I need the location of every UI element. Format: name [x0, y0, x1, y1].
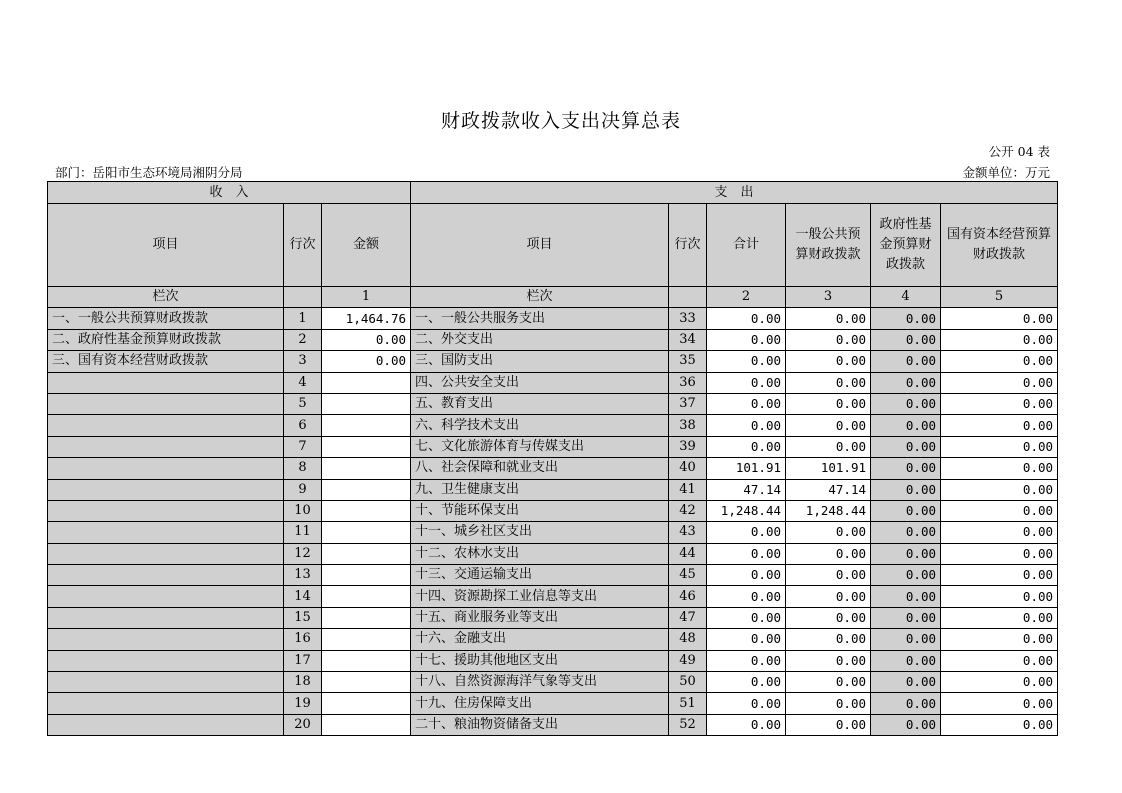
income-amount-cell: [322, 672, 411, 693]
amount-unit-label: 金额单位：万元: [962, 165, 1050, 180]
gov-fund-cell: 0.00: [871, 543, 941, 564]
income-line-cell: 1: [284, 308, 322, 329]
income-item-cell: [48, 458, 284, 479]
total-cell: 0.00: [707, 436, 786, 457]
state-capital-cell: 0.00: [941, 607, 1058, 628]
gov-fund-cell: 0.00: [871, 458, 941, 479]
general-budget-cell: 0.00: [786, 650, 871, 671]
total-header: 合计: [707, 204, 786, 287]
total-cell: 0.00: [707, 693, 786, 714]
table-row: [48, 693, 1058, 714]
expense-line-cell: 52: [669, 714, 707, 735]
income-line-cell: 7: [284, 436, 322, 457]
table-row: [48, 543, 1058, 564]
expense-item-cell: 二十、粮油物资储备支出: [411, 714, 669, 735]
table-row: [48, 436, 1058, 457]
expense-item-cell: 十五、商业服务业等支出: [411, 607, 669, 628]
state-capital-cell: 0.00: [941, 672, 1058, 693]
general-budget-cell: 0.00: [786, 436, 871, 457]
state-capital-cell: 0.00: [941, 415, 1058, 436]
general-budget-cell: 0.00: [786, 693, 871, 714]
column-index-label: 栏次: [48, 287, 284, 308]
gov-fund-cell: 0.00: [871, 693, 941, 714]
income-amount-cell: [322, 693, 411, 714]
expense-line-cell: 42: [669, 500, 707, 521]
gov-fund-cell: 0.00: [871, 436, 941, 457]
expense-item-cell: 十七、援助其他地区支出: [411, 650, 669, 671]
expense-line-cell: 43: [669, 522, 707, 543]
expense-item-cell: 十一、城乡社区支出: [411, 522, 669, 543]
total-cell: 0.00: [707, 629, 786, 650]
expense-item-cell: 八、社会保障和就业支出: [411, 458, 669, 479]
expense-line-header: 行次: [669, 204, 707, 287]
state-capital-cell: 0.00: [941, 565, 1058, 586]
table-row: [48, 586, 1058, 607]
income-amount-header: 金额: [322, 204, 411, 287]
income-amount-cell: [322, 458, 411, 479]
expense-line-cell: 37: [669, 393, 707, 414]
gov-fund-cell: 0.00: [871, 607, 941, 628]
general-budget-cell: 0.00: [786, 415, 871, 436]
state-capital-cell: 0.00: [941, 522, 1058, 543]
general-budget-cell: 0.00: [786, 393, 871, 414]
general-budget-cell: 0.00: [786, 522, 871, 543]
state-capital-cell: 0.00: [941, 714, 1058, 735]
income-line-cell: 12: [284, 543, 322, 564]
state-capital-cell: 0.00: [941, 629, 1058, 650]
income-line-cell: 9: [284, 479, 322, 500]
department-label: 部门：岳阳市生态环境局湘阴分局: [55, 165, 243, 180]
column-index-4: 4: [871, 287, 941, 308]
income-line-header: 行次: [284, 204, 322, 287]
gov-fund-cell: 0.00: [871, 500, 941, 521]
income-line-cell: 14: [284, 586, 322, 607]
income-amount-cell: [322, 607, 411, 628]
income-item-cell: [48, 415, 284, 436]
income-amount-cell: [322, 543, 411, 564]
gov-fund-cell: 0.00: [871, 629, 941, 650]
column-index-3: 3: [786, 287, 871, 308]
income-amount-cell: [322, 522, 411, 543]
gov-fund-cell: 0.00: [871, 372, 941, 393]
total-cell: 47.14: [707, 479, 786, 500]
expense-item-cell: 十八、自然资源海洋气象等支出: [411, 672, 669, 693]
expense-line-cell: 34: [669, 329, 707, 350]
general-budget-cell: 0.00: [786, 351, 871, 372]
expense-line-cell: 47: [669, 607, 707, 628]
gov-fund-cell: 0.00: [871, 565, 941, 586]
table-row: [48, 479, 1058, 500]
general-budget-header: 一般公共预算财政拨款: [786, 204, 871, 287]
income-amount-cell: [322, 586, 411, 607]
table-row: [48, 351, 1058, 372]
gov-fund-cell: 0.00: [871, 308, 941, 329]
total-cell: 0.00: [707, 351, 786, 372]
expense-item-cell: 四、公共安全支出: [411, 372, 669, 393]
total-cell: 0.00: [707, 586, 786, 607]
expense-line-cell: 39: [669, 436, 707, 457]
expense-line-cell: 48: [669, 629, 707, 650]
income-line-cell: 10: [284, 500, 322, 521]
general-budget-cell: 0.00: [786, 329, 871, 350]
gov-fund-cell: 0.00: [871, 672, 941, 693]
income-item-cell: [48, 500, 284, 521]
expense-item-cell: 十三、交通运输支出: [411, 565, 669, 586]
expense-item-cell: 十二、农林水支出: [411, 543, 669, 564]
state-capital-cell: 0.00: [941, 458, 1058, 479]
income-line-cell: 5: [284, 393, 322, 414]
income-item-cell: [48, 607, 284, 628]
state-capital-cell: 0.00: [941, 543, 1058, 564]
column-index-5: 5: [941, 287, 1058, 308]
income-line-cell: 8: [284, 458, 322, 479]
income-item-cell: [48, 372, 284, 393]
expense-line-cell: 40: [669, 458, 707, 479]
expense-line-cell: 38: [669, 415, 707, 436]
income-item-cell: [48, 693, 284, 714]
income-line-cell: 11: [284, 522, 322, 543]
income-amount-cell: [322, 372, 411, 393]
expense-section-header: 支 出: [411, 182, 1058, 204]
gov-fund-cell: 0.00: [871, 329, 941, 350]
state-capital-cell: 0.00: [941, 393, 1058, 414]
general-budget-cell: 0.00: [786, 672, 871, 693]
total-cell: 0.00: [707, 565, 786, 586]
income-item-cell: [48, 672, 284, 693]
total-cell: 0.00: [707, 650, 786, 671]
state-capital-cell: 0.00: [941, 500, 1058, 521]
general-budget-cell: 0.00: [786, 714, 871, 735]
gov-fund-cell: 0.00: [871, 351, 941, 372]
expense-line-cell: 49: [669, 650, 707, 671]
total-cell: 0.00: [707, 393, 786, 414]
income-item-cell: [48, 543, 284, 564]
income-line-cell: 16: [284, 629, 322, 650]
table-row: [48, 458, 1058, 479]
expense-line-cell: 33: [669, 308, 707, 329]
total-cell: 101.91: [707, 458, 786, 479]
expense-item-cell: 一、一般公共服务支出: [411, 308, 669, 329]
gov-fund-cell: 0.00: [871, 393, 941, 414]
table-row: [48, 415, 1058, 436]
income-item-cell: 二、政府性基金预算财政拨款: [48, 329, 284, 350]
column-index-blank: [669, 287, 707, 308]
income-line-cell: 13: [284, 565, 322, 586]
expense-item-cell: 七、文化旅游体育与传媒支出: [411, 436, 669, 457]
income-line-cell: 3: [284, 351, 322, 372]
gov-fund-cell: 0.00: [871, 650, 941, 671]
table-row: [48, 629, 1058, 650]
income-line-cell: 2: [284, 329, 322, 350]
table-row: [48, 393, 1058, 414]
expense-item-cell: 三、国防支出: [411, 351, 669, 372]
expense-line-cell: 51: [669, 693, 707, 714]
expense-line-cell: 45: [669, 565, 707, 586]
total-cell: 0.00: [707, 415, 786, 436]
table-row: [48, 565, 1058, 586]
table-row: [48, 607, 1058, 628]
expense-item-cell: 十、节能环保支出: [411, 500, 669, 521]
income-amount-cell: [322, 436, 411, 457]
income-amount-cell: [322, 415, 411, 436]
state-capital-cell: 0.00: [941, 351, 1058, 372]
income-item-header: 项目: [48, 204, 284, 287]
expense-item-cell: 九、卫生健康支出: [411, 479, 669, 500]
expense-item-cell: 十九、住房保障支出: [411, 693, 669, 714]
income-line-cell: 4: [284, 372, 322, 393]
income-line-cell: 19: [284, 693, 322, 714]
income-item-cell: [48, 393, 284, 414]
gov-fund-cell: 0.00: [871, 479, 941, 500]
expense-line-cell: 44: [669, 543, 707, 564]
income-amount-cell: [322, 629, 411, 650]
total-cell: 0.00: [707, 672, 786, 693]
expense-item-cell: 二、外交支出: [411, 329, 669, 350]
expense-item-cell: 十四、资源勘探工业信息等支出: [411, 586, 669, 607]
expense-item-cell: 五、教育支出: [411, 393, 669, 414]
table-row: [48, 500, 1058, 521]
general-budget-cell: 1,248.44: [786, 500, 871, 521]
general-budget-cell: 101.91: [786, 458, 871, 479]
table-row: [48, 308, 1058, 329]
page-title: 财政拨款收入支出决算总表: [440, 110, 681, 132]
income-item-cell: 一、一般公共预算财政拨款: [48, 308, 284, 329]
total-cell: 0.00: [707, 329, 786, 350]
column-index-1: 1: [322, 287, 411, 308]
budget-table: [47, 181, 1058, 736]
gov-fund-cell: 0.00: [871, 714, 941, 735]
income-item-cell: [48, 586, 284, 607]
table-row: [48, 672, 1058, 693]
general-budget-cell: 0.00: [786, 308, 871, 329]
general-budget-cell: 0.00: [786, 586, 871, 607]
income-item-cell: [48, 565, 284, 586]
total-cell: 1,248.44: [707, 500, 786, 521]
state-capital-cell: 0.00: [941, 308, 1058, 329]
state-capital-cell: 0.00: [941, 372, 1058, 393]
table-row: [48, 650, 1058, 671]
income-amount-cell: [322, 393, 411, 414]
total-cell: 0.00: [707, 308, 786, 329]
income-amount-cell: [322, 479, 411, 500]
expense-line-cell: 50: [669, 672, 707, 693]
table-row: [48, 522, 1058, 543]
income-line-cell: 17: [284, 650, 322, 671]
expense-item-cell: 六、科学技术支出: [411, 415, 669, 436]
table-row: [48, 329, 1058, 350]
general-budget-cell: 0.00: [786, 629, 871, 650]
income-amount-cell: [322, 500, 411, 521]
income-item-cell: [48, 714, 284, 735]
expense-item-header: 项目: [411, 204, 669, 287]
total-cell: 0.00: [707, 607, 786, 628]
income-item-cell: [48, 436, 284, 457]
expense-line-cell: 36: [669, 372, 707, 393]
state-capital-header: 国有资本经营预算财政拨款: [941, 204, 1058, 287]
general-budget-cell: 0.00: [786, 565, 871, 586]
income-line-cell: 6: [284, 415, 322, 436]
column-index-blank: [284, 287, 322, 308]
income-item-cell: 三、国有资本经营财政拨款: [48, 351, 284, 372]
total-cell: 0.00: [707, 543, 786, 564]
income-section-header: 收 入: [48, 182, 411, 204]
gov-fund-header: 政府性基金预算财政拨款: [871, 204, 941, 287]
expense-line-cell: 35: [669, 351, 707, 372]
state-capital-cell: 0.00: [941, 650, 1058, 671]
income-line-cell: 20: [284, 714, 322, 735]
income-amount-cell: 1,464.76: [322, 308, 411, 329]
income-amount-cell: 0.00: [322, 329, 411, 350]
total-cell: 0.00: [707, 372, 786, 393]
income-line-cell: 15: [284, 607, 322, 628]
income-item-cell: [48, 650, 284, 671]
table-row: [48, 372, 1058, 393]
income-item-cell: [48, 479, 284, 500]
income-amount-cell: [322, 714, 411, 735]
gov-fund-cell: 0.00: [871, 522, 941, 543]
column-index-expense-label: 栏次: [411, 287, 669, 308]
total-cell: 0.00: [707, 522, 786, 543]
table-row: [48, 714, 1058, 735]
state-capital-cell: 0.00: [941, 693, 1058, 714]
income-line-cell: 18: [284, 672, 322, 693]
gov-fund-cell: 0.00: [871, 415, 941, 436]
general-budget-cell: 47.14: [786, 479, 871, 500]
income-amount-cell: 0.00: [322, 351, 411, 372]
income-amount-cell: [322, 650, 411, 671]
state-capital-cell: 0.00: [941, 329, 1058, 350]
expense-line-cell: 41: [669, 479, 707, 500]
expense-item-cell: 十六、金融支出: [411, 629, 669, 650]
general-budget-cell: 0.00: [786, 372, 871, 393]
general-budget-cell: 0.00: [786, 543, 871, 564]
income-amount-cell: [322, 565, 411, 586]
state-capital-cell: 0.00: [941, 479, 1058, 500]
state-capital-cell: 0.00: [941, 436, 1058, 457]
column-index-2: 2: [707, 287, 786, 308]
expense-line-cell: 46: [669, 586, 707, 607]
form-number: 公开 04 表: [988, 144, 1050, 159]
state-capital-cell: 0.00: [941, 586, 1058, 607]
total-cell: 0.00: [707, 714, 786, 735]
general-budget-cell: 0.00: [786, 607, 871, 628]
gov-fund-cell: 0.00: [871, 586, 941, 607]
income-item-cell: [48, 522, 284, 543]
income-item-cell: [48, 629, 284, 650]
